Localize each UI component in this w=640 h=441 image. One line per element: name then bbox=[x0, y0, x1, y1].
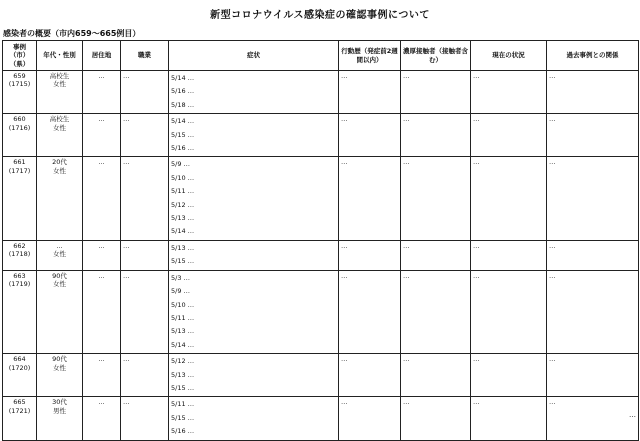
symptoms bbox=[169, 157, 339, 240]
case-number bbox=[3, 240, 37, 270]
symptoms bbox=[169, 270, 339, 353]
residence-text: … bbox=[98, 271, 105, 280]
footnote: … bbox=[629, 411, 636, 419]
case-number bbox=[3, 354, 37, 397]
current-status-text: … bbox=[473, 72, 480, 80]
travel-history-text: … bbox=[341, 158, 348, 167]
related-cases-text: … bbox=[549, 271, 556, 280]
close-contacts bbox=[401, 114, 471, 157]
related-cases-text: … bbox=[549, 158, 556, 167]
age-sex-text: 女性 bbox=[53, 280, 66, 289]
case-number-text: (1715) bbox=[8, 80, 31, 89]
current-status-text: … bbox=[473, 115, 480, 124]
symptom-entry: 5/15 … bbox=[171, 383, 195, 392]
symptom-entry: 5/13 … bbox=[171, 243, 195, 252]
case-number bbox=[3, 270, 37, 353]
case-number-text: 659 bbox=[13, 72, 26, 80]
table-row bbox=[3, 114, 639, 157]
symptom-entry: 5/14 … bbox=[171, 74, 195, 82]
occupation bbox=[121, 240, 169, 270]
current-status-text: … bbox=[473, 355, 480, 364]
col-header-close-contacts: 濃厚接触者（接触者含む） bbox=[401, 41, 471, 71]
table-body bbox=[3, 71, 639, 441]
symptoms bbox=[169, 71, 339, 114]
close-contacts bbox=[401, 397, 471, 440]
age-sex-text: 男性 bbox=[53, 406, 66, 415]
case-number-text: (1719) bbox=[8, 280, 31, 289]
age-sex-text: 女性 bbox=[53, 80, 66, 89]
residence bbox=[83, 270, 121, 353]
residence bbox=[83, 240, 121, 270]
close-contacts bbox=[401, 157, 471, 240]
close-contacts-text: … bbox=[403, 72, 410, 80]
current-status bbox=[471, 157, 547, 240]
residence-text: … bbox=[98, 398, 105, 407]
symptom-entry: 5/11 … bbox=[171, 313, 195, 322]
current-status-text: … bbox=[473, 241, 480, 250]
residence-text: … bbox=[98, 355, 105, 364]
header-row bbox=[3, 41, 639, 71]
residence-text: … bbox=[98, 72, 105, 80]
travel-history-text: … bbox=[341, 398, 348, 407]
case-number-text: (1721) bbox=[8, 406, 31, 415]
table-row bbox=[3, 157, 639, 240]
symptom-entry: 5/9 … bbox=[171, 160, 191, 169]
case-number-text: (1716) bbox=[8, 123, 31, 132]
age-sex-text: 女性 bbox=[53, 363, 66, 372]
occupation-text: … bbox=[123, 72, 130, 80]
symptom-entry: 5/14 … bbox=[171, 117, 195, 126]
residence bbox=[83, 354, 121, 397]
close-contacts-text: … bbox=[403, 115, 410, 124]
related-cases-text: … bbox=[549, 241, 556, 250]
residence bbox=[83, 157, 121, 240]
age-sex-text: 女性 bbox=[53, 123, 66, 132]
close-contacts bbox=[401, 354, 471, 397]
symptoms bbox=[169, 397, 339, 440]
case-number bbox=[3, 397, 37, 440]
symptom-entry: 5/15 … bbox=[171, 257, 195, 266]
occupation-text: … bbox=[123, 398, 130, 407]
case-number bbox=[3, 157, 37, 240]
occupation bbox=[121, 270, 169, 353]
related-cases-text: … bbox=[549, 115, 556, 124]
close-contacts-text: … bbox=[403, 158, 410, 167]
residence-text: … bbox=[98, 158, 105, 167]
related-cases bbox=[547, 157, 639, 240]
travel-history-text: … bbox=[341, 271, 348, 280]
symptom-entry: 5/13 … bbox=[171, 327, 195, 336]
table-row bbox=[3, 240, 639, 270]
case-number-text: 661 bbox=[13, 158, 26, 167]
related-cases bbox=[547, 270, 639, 353]
page-title: 新型コロナウイルス感染症の確認事例について bbox=[210, 10, 430, 21]
current-status bbox=[471, 240, 547, 270]
symptom-entry: 5/14 … bbox=[171, 340, 195, 349]
age-sex-text: 高校生 bbox=[49, 115, 70, 124]
age-sex-text: 20代 bbox=[52, 158, 67, 167]
col-header-residence: 居住地 bbox=[83, 41, 121, 71]
age-sex bbox=[37, 157, 83, 240]
symptom-entry: 5/13 … bbox=[171, 370, 195, 379]
age-sex-text: … bbox=[56, 241, 63, 250]
close-contacts bbox=[401, 71, 471, 114]
related-cases bbox=[547, 71, 639, 114]
age-sex bbox=[37, 354, 83, 397]
travel-history bbox=[339, 397, 401, 440]
occupation-text: … bbox=[123, 241, 130, 250]
table-row bbox=[3, 354, 639, 397]
age-sex-text: 高校生 bbox=[49, 72, 70, 80]
close-contacts bbox=[401, 270, 471, 353]
col-header-symptoms: 症状 bbox=[169, 41, 339, 71]
current-status bbox=[471, 71, 547, 114]
table-row bbox=[3, 71, 639, 114]
case-number-text: 662 bbox=[13, 241, 26, 250]
symptoms bbox=[169, 240, 339, 270]
symptom-entry: 5/16 … bbox=[171, 427, 195, 436]
travel-history-text: … bbox=[341, 355, 348, 364]
age-sex-text: 30代 bbox=[52, 398, 67, 407]
travel-history bbox=[339, 114, 401, 157]
case-number bbox=[3, 71, 37, 114]
current-status bbox=[471, 397, 547, 440]
symptom-entry: 5/9 … bbox=[171, 287, 191, 296]
residence bbox=[83, 71, 121, 114]
case-number bbox=[3, 114, 37, 157]
current-status-text: … bbox=[473, 271, 480, 280]
col-header-no: 事例（市）（県） bbox=[3, 41, 37, 71]
occupation bbox=[121, 354, 169, 397]
table-caption: 感染者の概要（市内659～665例目） bbox=[3, 29, 141, 38]
current-status bbox=[471, 354, 547, 397]
symptom-entry: 5/14 … bbox=[171, 227, 195, 236]
symptom-entry: 5/11 … bbox=[171, 187, 195, 196]
current-status bbox=[471, 270, 547, 353]
related-cases bbox=[547, 114, 639, 157]
related-cases bbox=[547, 240, 639, 270]
symptoms bbox=[169, 114, 339, 157]
table-row bbox=[3, 397, 639, 440]
case-number-text: (1720) bbox=[8, 363, 31, 372]
close-contacts-text: … bbox=[403, 271, 410, 280]
age-sex bbox=[37, 114, 83, 157]
current-status-text: … bbox=[473, 398, 480, 407]
case-number-text: 664 bbox=[13, 355, 26, 364]
symptom-entry: 5/15 … bbox=[171, 130, 195, 139]
occupation-text: … bbox=[123, 355, 130, 364]
age-sex-text: 女性 bbox=[53, 166, 66, 175]
close-contacts-text: … bbox=[403, 398, 410, 407]
residence bbox=[83, 114, 121, 157]
residence-text: … bbox=[98, 241, 105, 250]
occupation-text: … bbox=[123, 271, 130, 280]
symptom-entry: 5/18 … bbox=[171, 100, 195, 109]
travel-history bbox=[339, 71, 401, 114]
col-header-age-sex: 年代・性別 bbox=[37, 41, 83, 71]
age-sex-text: 90代 bbox=[52, 355, 67, 364]
occupation-text: … bbox=[123, 158, 130, 167]
age-sex-text: 90代 bbox=[52, 271, 67, 280]
symptom-entry: 5/10 … bbox=[171, 173, 195, 182]
symptom-entry: 5/16 … bbox=[171, 144, 195, 153]
case-number-text: 665 bbox=[13, 398, 26, 407]
case-number-text: (1718) bbox=[8, 250, 31, 259]
close-contacts bbox=[401, 240, 471, 270]
travel-history-text: … bbox=[341, 115, 348, 124]
table-row bbox=[3, 270, 639, 353]
travel-history bbox=[339, 354, 401, 397]
close-contacts-text: … bbox=[403, 355, 410, 364]
age-sex bbox=[37, 240, 83, 270]
current-status-text: … bbox=[473, 158, 480, 167]
occupation bbox=[121, 71, 169, 114]
age-sex bbox=[37, 71, 83, 114]
related-cases-text: … bbox=[549, 72, 556, 80]
col-header-travel: 行動歴（発症前2週間以内） bbox=[339, 41, 401, 71]
travel-history bbox=[339, 240, 401, 270]
occupation bbox=[121, 114, 169, 157]
occupation-text: … bbox=[123, 115, 130, 124]
col-header-status: 現在の状況 bbox=[471, 41, 547, 71]
close-contacts-text: … bbox=[403, 241, 410, 250]
symptom-entry: 5/10 … bbox=[171, 300, 195, 309]
travel-history bbox=[339, 157, 401, 240]
symptom-entry: 5/12 … bbox=[171, 200, 195, 209]
symptoms bbox=[169, 354, 339, 397]
symptom-entry: 5/13 … bbox=[171, 214, 195, 223]
age-sex-text: 女性 bbox=[53, 250, 66, 259]
case-table bbox=[2, 40, 639, 441]
related-cases bbox=[547, 354, 639, 397]
occupation bbox=[121, 397, 169, 440]
symptom-entry: 5/11 … bbox=[171, 400, 195, 409]
age-sex bbox=[37, 270, 83, 353]
col-header-occupation: 職業 bbox=[121, 41, 169, 71]
symptom-entry: 5/15 … bbox=[171, 413, 195, 422]
related-cases-text: … bbox=[549, 355, 556, 364]
related-cases-text: … bbox=[549, 398, 556, 407]
case-number-text: (1717) bbox=[8, 166, 31, 175]
travel-history-text: … bbox=[341, 241, 348, 250]
symptom-entry: 5/3 … bbox=[171, 273, 191, 282]
residence-text: … bbox=[98, 115, 105, 124]
related-cases bbox=[547, 397, 639, 440]
symptom-entry: 5/12 … bbox=[171, 357, 195, 366]
case-number-text: 663 bbox=[13, 271, 26, 280]
col-header-related: 過去事例との関係 bbox=[547, 41, 639, 71]
occupation bbox=[121, 157, 169, 240]
travel-history-text: … bbox=[341, 72, 348, 80]
residence bbox=[83, 397, 121, 440]
case-number-text: 660 bbox=[13, 115, 26, 124]
current-status bbox=[471, 114, 547, 157]
travel-history bbox=[339, 270, 401, 353]
age-sex bbox=[37, 397, 83, 440]
symptom-entry: 5/16 … bbox=[171, 87, 195, 96]
